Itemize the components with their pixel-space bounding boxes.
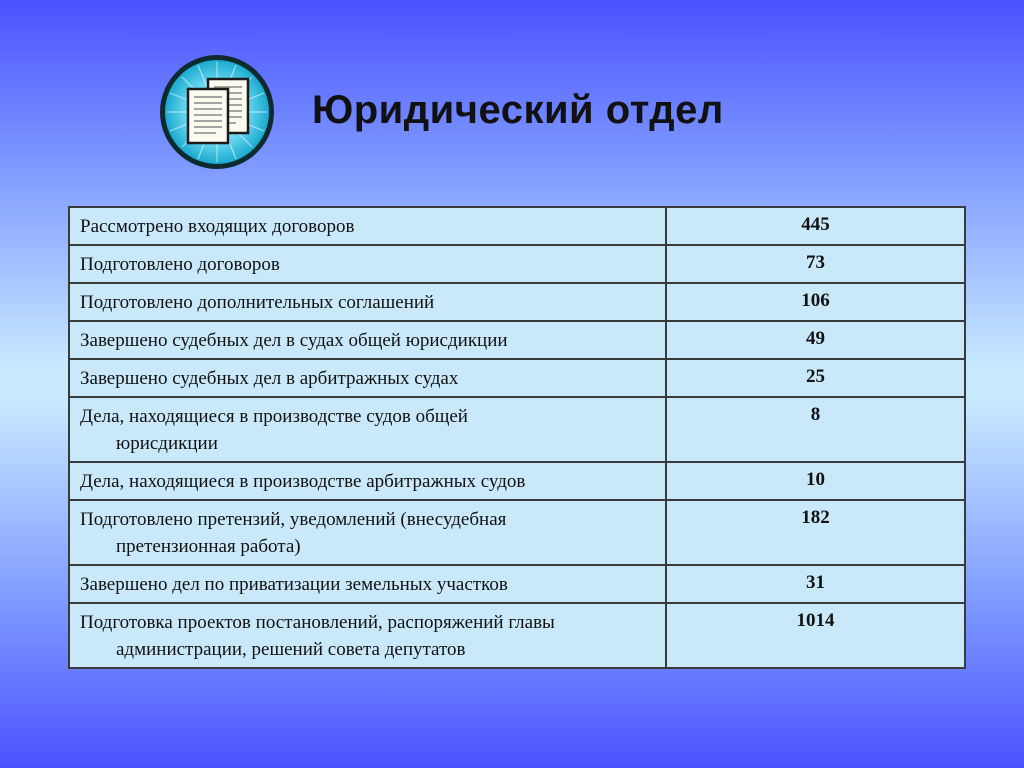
row-label-continuation: администрации, решений совета депутатов — [116, 639, 466, 660]
documents-icon — [158, 53, 276, 171]
row-label: Подготовлено претензий, уведомлений (внесудебная — [80, 509, 507, 530]
row-label-cell — [69, 359, 666, 397]
row-label-continuation: юрисдикции — [116, 433, 218, 454]
row-value: 31 — [666, 565, 965, 603]
row-label-cell — [69, 283, 666, 321]
row-label: Завершено судебных дел в арбитражных судах — [80, 368, 459, 389]
row-label-cell — [69, 603, 666, 668]
table-row — [69, 245, 965, 283]
row-label: Завершено дел по приватизации земельных участков — [80, 574, 508, 595]
statistics-table — [68, 206, 966, 669]
table-row — [69, 603, 965, 668]
row-label-cell — [69, 397, 666, 462]
row-value: 73 — [666, 245, 965, 283]
page-title: Юридический отдел — [312, 88, 724, 132]
row-label: Дела, находящиеся в производстве судов общей — [80, 406, 468, 427]
row-value: 49 — [666, 321, 965, 359]
row-value: 182 — [666, 500, 965, 565]
row-label-cell — [69, 245, 666, 283]
row-value: 1014 — [666, 603, 965, 668]
table-row — [69, 565, 965, 603]
table-row — [69, 359, 965, 397]
table-row — [69, 207, 965, 245]
row-label: Рассмотрено входящих договоров — [80, 216, 355, 237]
row-label-continuation: претензионная работа) — [116, 536, 301, 557]
row-label-cell — [69, 462, 666, 500]
table-row — [69, 500, 965, 565]
table-row — [69, 462, 965, 500]
table-row — [69, 321, 965, 359]
row-label-cell — [69, 565, 666, 603]
table-row — [69, 397, 965, 462]
row-label: Подготовка проектов постановлений, распоряжений главы — [80, 612, 555, 633]
documents-logo — [158, 53, 276, 171]
table-row — [69, 283, 965, 321]
row-label: Завершено судебных дел в судах общей юрисдикции — [80, 330, 508, 351]
row-label-cell — [69, 321, 666, 359]
row-value: 10 — [666, 462, 965, 500]
row-value: 8 — [666, 397, 965, 462]
row-label-cell — [69, 500, 666, 565]
row-label-cell — [69, 207, 666, 245]
row-label: Подготовлено дополнительных соглашений — [80, 292, 435, 313]
row-label: Дела, находящиеся в производстве арбитражных судов — [80, 471, 526, 492]
row-label: Подготовлено договоров — [80, 254, 280, 275]
row-value: 445 — [666, 207, 965, 245]
row-value: 106 — [666, 283, 965, 321]
row-value: 25 — [666, 359, 965, 397]
